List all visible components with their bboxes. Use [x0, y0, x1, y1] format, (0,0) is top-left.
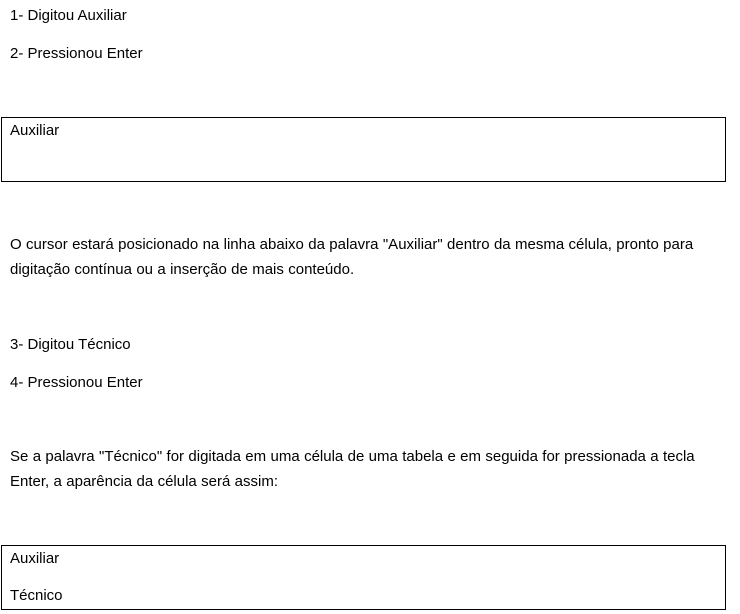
cell-1-line-1: Auxiliar — [10, 122, 60, 139]
step-3-text: 3- Digitou Técnico — [10, 336, 131, 353]
step-2-text: 2- Pressionou Enter — [10, 45, 143, 62]
paragraph-cell-appearance: Se a palavra "Técnico" for digitada em uma célula de uma tabela e em seguida for pressionada a tecla Enter, a aparência da célula será assim: — [10, 448, 695, 490]
cell-2-line-1: Auxiliar — [10, 550, 60, 567]
table-cell-1[interactable] — [1, 117, 726, 182]
cell-2-line-2: Técnico — [10, 587, 63, 604]
paragraph-cursor-explanation: O cursor estará posicionado na linha abaixo da palavra "Auxiliar" dentro da mesma célula, pronto para digitação contínua ou a inserção de mais conteúdo. — [10, 236, 694, 278]
step-1-text: 1- Digitou Auxiliar — [10, 7, 127, 24]
step-4-text: 4- Pressionou Enter — [10, 374, 143, 391]
table-cell-2[interactable] — [1, 545, 726, 610]
